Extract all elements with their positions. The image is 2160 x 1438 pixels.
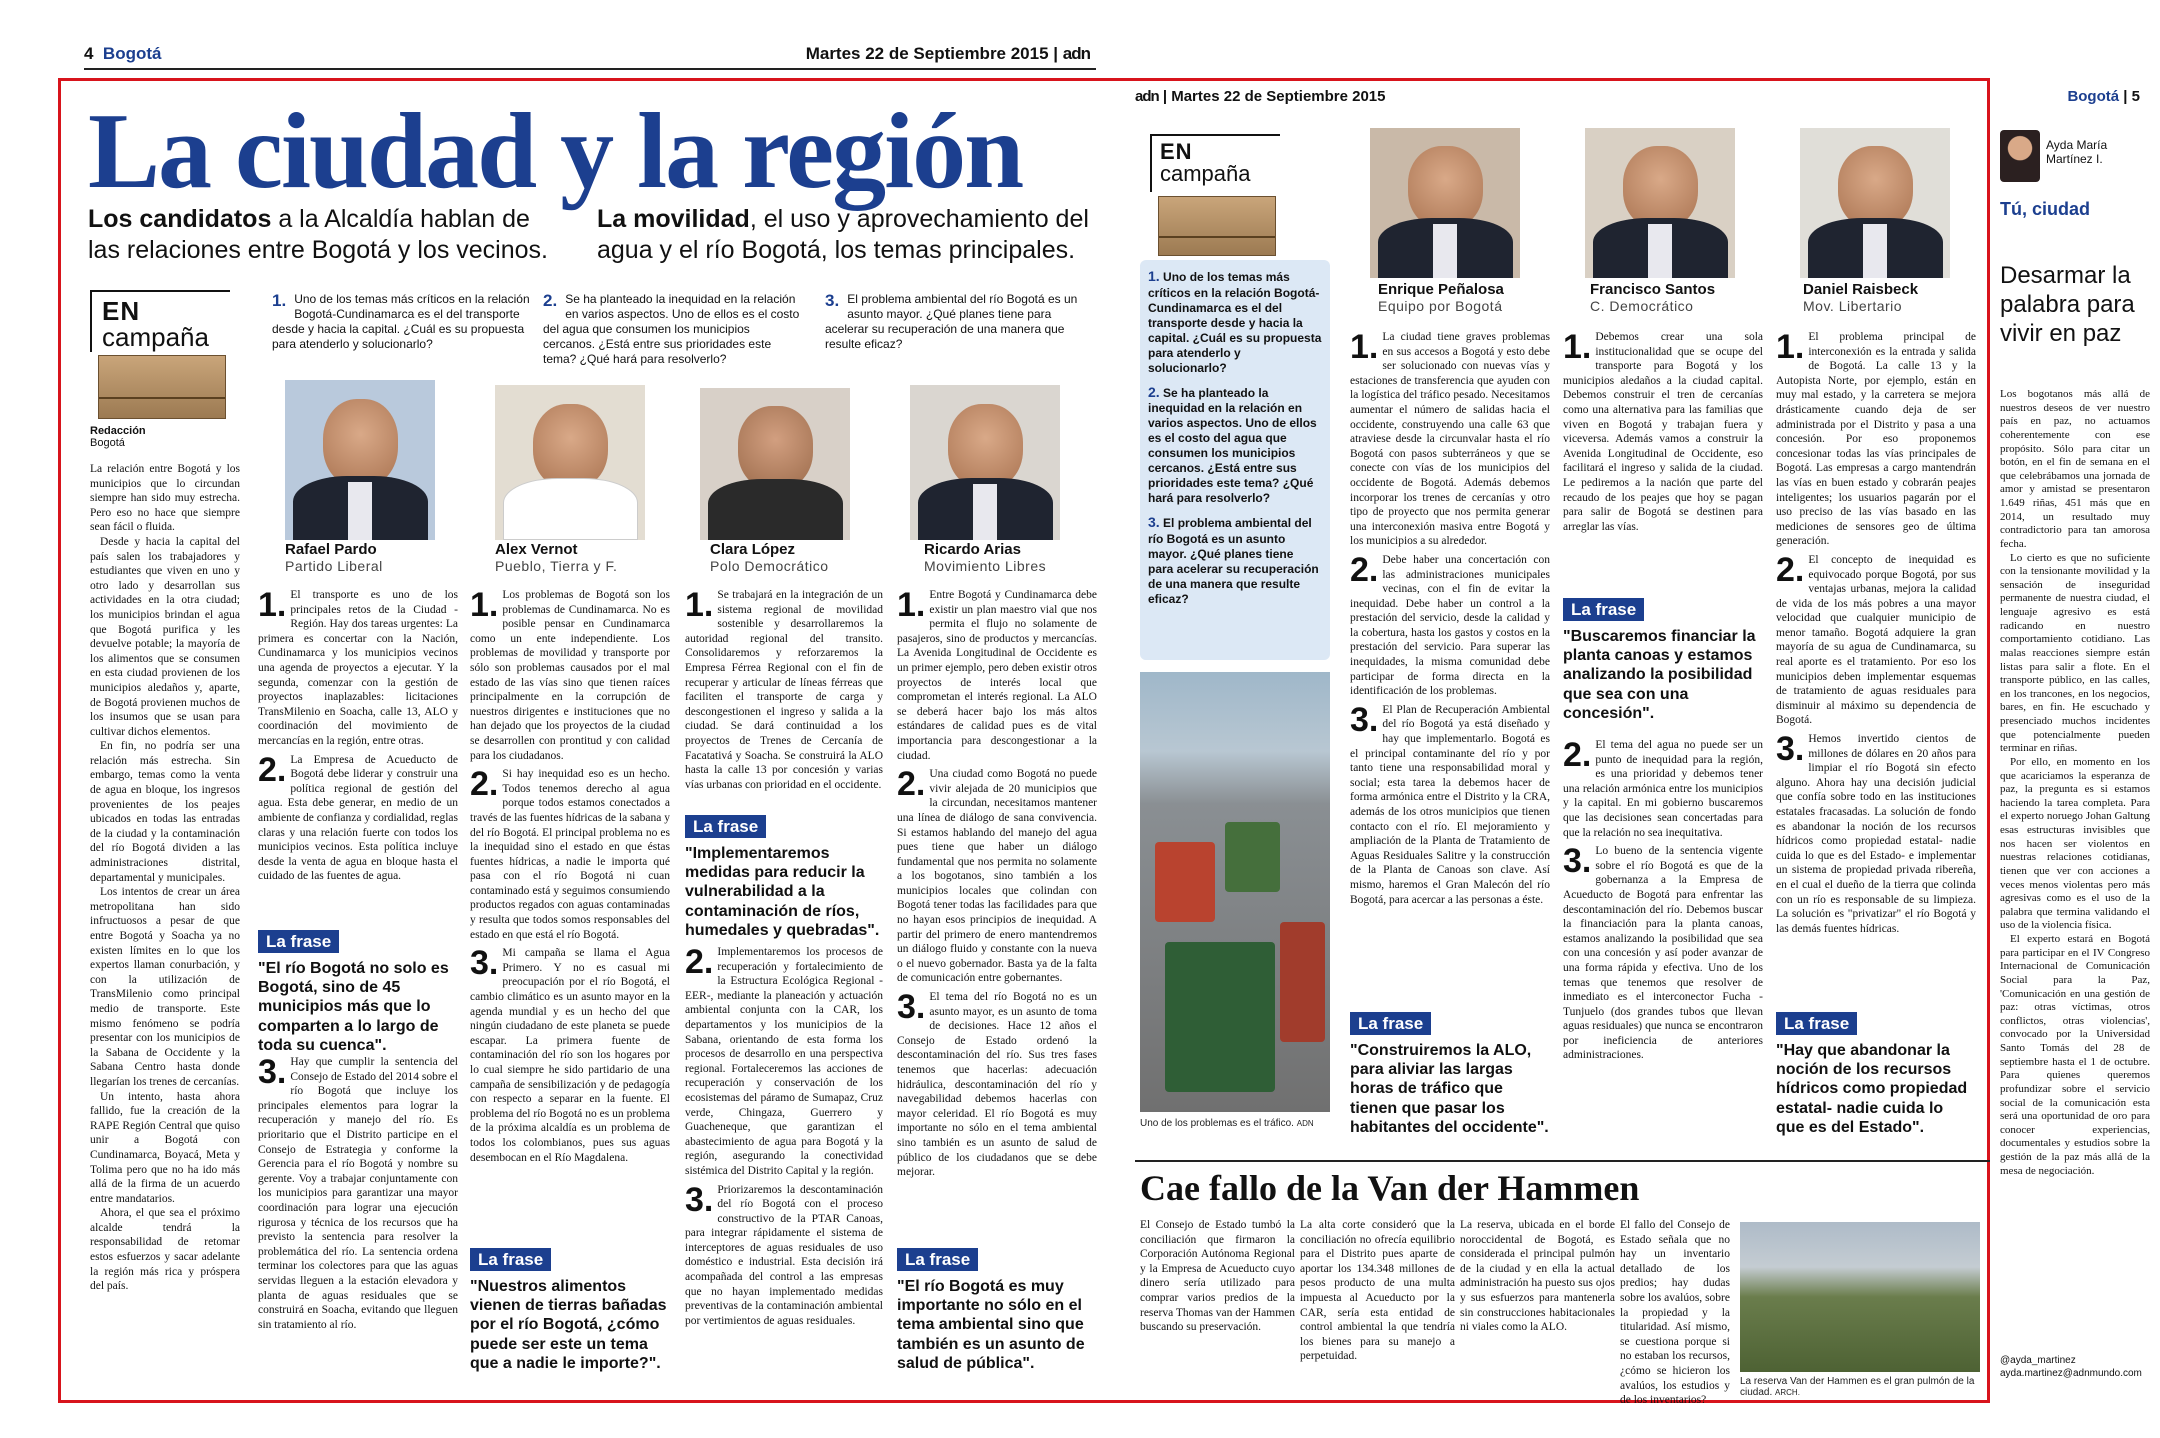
opinion-headline: Desarmar la palabra para vivir en paz bbox=[2000, 262, 2135, 347]
quote-rafael-pardo: La frase "El río Bogotá no solo es Bogotá, sino de 45 municipios más que lo comparten a lo largo de toda su cuenca". bbox=[258, 932, 449, 1054]
quote-daniel-raisbeck: La frase "Hay que abandonar la noción de los recursos hídricos como propiedad estatal- nadie cuida lo que es del Estado". bbox=[1776, 1014, 1968, 1136]
intro-article: La relación entre Bogotá y los municipios que lo circundan siempre han sido muy estrecha. Pero eso no hace que siempre sean fácil o fluida. Desde y hacia la capital del país salen los trabajadores y estudiantes que viven en uno y otro lado y desarrollan sus actividades en la otra ciudad; los municipios brindan el agua que Bogotá purifica y les devuelve potable; la mayoría de los alimentos que se consumen en esta ciudad provienen de los municipios aledaños y, aparte, de Bogotá provienen muchos de los insumos que se usan para cultivar dichos elementos. En fin, no podría ser una relación más estrecha. Sin embargo, temas como la venta de agua en bloque, los ingresos provenientes de los peajes ubicados en todas las entradas de la ciudad y la contaminación del río Bogotá dividen a las administraciones distrital, departamental y municipales. Los intentos de crear un área metropolitana han sido infructuosos a pesar de que entre Bogotá y Soacha ya no existen límites en lo que los expertos llaman conurbación, y con la utilización de TransMilenio como principal medio de transporte. Este mismo fenómeno se podría presentar con los municipios de la Sabana de Occidente y la Sabana Centro hasta donde llegarían los trenes de cercanías. Un intento, hasta ahora fallido, fue la creación de la RAPE Región Central que quiso unir a Bogotá con Cundinamarca, Boyacá, Meta y Tolima pero que no ha ido más allá de la firma de un acuerdo entre mandatarios. Ahora, el que sea el próximo alcalde tendrá la responsabilidad de retomar estos esfuerzos y sacar adelante la región más rica y próspera del país. bbox=[90, 463, 240, 1293]
columnist-avatar bbox=[2000, 130, 2040, 182]
right-page-header: adn | Martes 22 de Septiembre 2015 bbox=[1135, 88, 1386, 105]
candidate-photo-clara-lopez bbox=[700, 388, 850, 540]
candidate-label-enrique-penalosa: Enrique Peñalosa Equipo por Bogotá bbox=[1378, 281, 1504, 314]
candidate-label-ricardo-arias: Ricardo Arias Movimiento Libres bbox=[924, 541, 1047, 574]
questions-box: 1. Uno de los temas más críticos en la relación Bogotá-Cundinamarca es el del transporte desde y hacia la capital. ¿Cuál es su propuesta para atenderlo y solucionarlo? 2. Se ha planteado la inequidad en la relación en varios aspectos. Uno de ellos es el costo del agua que consumen los municipios cercanos. ¿Está entre sus prioridades este tema? ¿Qué hará para resolverlo? 3. El problema ambiental del río Bogotá es un asunto mayor. ¿Qué planes tiene para acelerar su recuperación de una manera que resulte eficaz? bbox=[1140, 260, 1330, 660]
section-name: Bogotá bbox=[102, 44, 162, 63]
candidate-photo-daniel-raisbeck bbox=[1800, 128, 1950, 278]
answers-ricardo-arias: 1. Entre Bogotá y Cundinamarca debe existir un plan maestro vial que nos permita el flujo no solamente de pasajeros, sino de productos y mercancías. La Avenida Longitudinal de Occidente es un primer ejemplo, pero deben existir otros proyectos de interés local que comprometan el interés regional. La ALO se deberá hacer bajo los más altos estándares de calidad pues es de vital importancia para descongestionar a la ciudad. 2. Una ciudad como Bogotá no puede vivir alejada de 20 municipios que la circundan, necesitamos mantener una línea de diálogo de sana convivencia. Si estamos hablando del manejo del agua pues tiene que haber un diálogo fundamental que nos permita no solamente a los bogotanos, sino también a los municipios locales que colindan con Bogotá tener todas las facilidades para que no hayan esos principios de inequidad. A partir del primero de enero mantendremos un diálogo fluido y constante con la nueva o el nuevo gobernador. Basta ya de la falta de comunicación entre gobernantes. 3. El tema del río Bogotá no es un asunto mayor, es un asunto de toma de decisiones. Hace 12 años el Consejo de Estado ordenó la descontaminación del río. Sus tres fases tenemos que hacerlas: adecuación hidráulica, descontaminación del río y navegabilidad debemos hacerlas con mayor celeridad. El río Bogotá es muy importante no sólo en el tema ambiental sino también es un asunto de salud de público de los ciudadanos que se debe mejorar. bbox=[897, 586, 1097, 1179]
candidate-photo-alex-vernot bbox=[495, 385, 645, 540]
answers-francisco-santos-bottom: 2. El tema del agua no puede ser un punto de inequidad para la región, es una prioridad y debemos tener una relación armónica entre los municipios y la capital. En mi gobierno buscaremos que las decisiones sean concertadas para que la relación no sea inequitativa. 3. Lo bueno de la sentencia vigente sobre el río Bogotá es que de la gobernanza a la Empresa de Acueducto de Bogotá para enfrentar las descontaminación del río. Debemos buscar la financiación para la planta canoas, estamos analizando la posibilidad que sea con una concesión y así poder avanzar de una forma rápida y efectiva. Uno de los temas que tenemos que resolver de inmediato es el interconector Fucha - Tunjuelo (dos grandes tubos que llevan aguas residuales) que nunca se encontraron por ineficiencia de anteriores administraciones. bbox=[1563, 736, 1763, 1062]
candidate-label-clara-lopez: Clara López Polo Democrático bbox=[710, 541, 829, 574]
adn-logo-right: adn bbox=[1135, 88, 1159, 105]
answers-enrique-penalosa: 1. La ciudad tiene graves problemas en sus accesos a Bogotá y esto debe ser solucionado con nuevas vías y estaciones de transferencia que ayuden con la logística del tráfico pesado. Necesitamos aumentar el número de salidas hacia el occidente, construyendo una calle 63 que atraviese desde la circunvalar hasta el río Bogotá con pasos subterráneos y que se conecte con vías de los municipios del occidente de Bogotá. Además debemos incorporar los trenes de cercanías y otro tipo de proyecto que nos permita generar una interconexión masiva entre Bogotá y los municipios a su alrededor. 2. Debe haber una concertación con las administraciones municipales vecinas, con el fin de evitar la inequidad. Debe haber un control a la prestación del servicio, desde la calidad y la cobertura, hasta los gastos y costos en la prestación del servicio. Para superar las inequidades, la misma comunidad debe participar de forma directa en la identificación de los problemas. 3. El Plan de Recuperación Ambiental del río Bogotá ya está diseñado y hay que implementarlo. Bogotá es el principal contaminante del río y por tanto tiene una responsabilidad moral y social; esta tarea la debemos hacer de forma armónica entre el Distrito y la CRA, además de los otros municipios que tienen contacto con el río. El mejoramiento y ampliación de la Planta de Tratamiento de Aguas Residuales Salitre y la construcción de la Planta de Canoas son clave. Así mismo, haremos el Gran Malecón del río Bogotá, para acercar a las personas a éste. bbox=[1350, 328, 1550, 906]
right-page-number: Bogotá | 5 bbox=[2067, 88, 2140, 105]
answers-daniel-raisbeck: 1. El problema principal de interconexión es la entrada y salida de Bogotá. La calle 13 y la Autopista Norte, por ejemplo, están en muy mal estado, y la carretera se mejora drásticamente cuando deja de ser administrada por el Distrito y pasa a una concesión. Por eso proponemos concesionar todas las vías principales de Bogotá. Las empresas a cargo mantendrán las vías en buen estado y cobrarán peajes inteligentes; los usuarios pagarán por el uso preciso de las vías basado en las mediciones de sensores geo de última generación. 2. El concepto de inequidad es equivocado porque Bogotá, por sus ventajas urbanas, mejora la calidad de vida de los más pobres a una mayor velocidad que cualquier municipio de menor tamaño. Bogotá adquiere la gran mayoría de su agua de Cundinamarca, su real aporte es el tratamiento. Por eso los municipios deben implementar esquemas de tratamiento de aguas residuales para disminuir al máximo su dependencia de Bogotá. 3. Hemos invertido cientos de millones de dólares en 20 años para limpiar el río Bogotá sin efecto alguno. Ahora hay una decisión judicial que confía sobre todo en las instituciones estatales fracasadas. La solución de fondo es abandonar la noción de los recursos hídricos como propiedad estatal- nadie cuida lo que es del Estado- e implementar un sistema de propiedad privada ribereña, en el cual el dueño de la tierra que colinda con un río es responsable de su limpieza. La solución es "privatizar" el río Bogotá y las demás fuentes hídricas. bbox=[1776, 328, 1976, 935]
candidate-label-alex-vernot: Alex Vernot Pueblo, Tierra y F. bbox=[495, 541, 618, 574]
candidate-photo-francisco-santos bbox=[1585, 128, 1735, 278]
answers-alex-vernot: 1. Los problemas de Bogotá son los problemas de Cundinamarca. No es posible pensar en Cundinamarca como un ente independiente. Los problemas de movilidad y transporte por sólo son problemas causados por el mal estado de las vías sino que tienen raíces principalmente en la corrupción de nuestros dirigentes e instituciones que no han dejado que los proyectos de la ciudad se desarrollen con prontitud y con calidad para los ciudadanos. 2. Si hay inequidad eso es un hecho. Todos tenemos derecho al agua porque todos estamos conectados a través de las fuentes hídricas de la sabana y del río Bogotá. El principal problema no es la inequidad sino el estado en que éstas fuentes hídricas, a nadie le importa qué pasa con el río Bogotá ni cuan contaminado está y seguimos consumiendo productos regados con aguas contaminadas y resulta que todos somos responsables del estado en que está el río Bogotá. 3. Mi campaña se llama el Agua Primero. Y no es casual mi preocupación por el río Bogotá, el cambio climático es un asunto mayor en la agenda mundial y es un hecho del que ningún ciudadano de este planeta se puede escapar. La primera fuente de contaminación del río son los hogares por lo cual siempre he sido partidario de una campaña de sensibilización y de pedagogía con respecto a separar en la fuente. El problema del río Bogotá no es un problema de la próxima alcaldía es un problema de todos los colombianos, pues sus aguas desembocan en el Río Magdalena. bbox=[470, 586, 670, 1164]
van-der-hammen-title: Cae fallo de la Van der Hammen bbox=[1140, 1168, 1640, 1208]
deck-right: La movilidad, el uso y aprovechamiento del agua y el río Bogotá, los temas principales. bbox=[597, 205, 1089, 264]
page-title: La ciudad y la región bbox=[88, 92, 1023, 211]
page-number: 4 bbox=[84, 44, 94, 63]
twitter-handle[interactable]: @ayda_martinez bbox=[2000, 1355, 2076, 1366]
quote-ricardo-arias: La frase "El río Bogotá es muy importante no sólo en el tema ambiental sino que también es un asunto de salud de pública". bbox=[897, 1250, 1085, 1372]
quote-francisco-santos: La frase "Buscaremos financiar la planta canoas y estamos analizando la posibilidad que sea con una concesión". bbox=[1563, 600, 1756, 722]
deck-left: Los candidatos a la Alcaldía hablan de las relaciones entre Bogotá y los vecinos. bbox=[88, 205, 548, 264]
candidate-label-rafael-pardo: Rafael Pardo Partido Liberal bbox=[285, 541, 383, 574]
candidate-photo-ricardo-arias bbox=[910, 385, 1060, 540]
answers-rafael-pardo-top: 1. El transporte es uno de los principales retos de la Ciudad - Región. Hay dos tareas urgentes: La primera es concertar con la Nación, Cundinamarca y los municipios vecinos una agenda de proyectos a ejecutar. Y la segunda, comenzar con la gestión de proyectos inaplazables: licitaciones TransMilenio en Soacha, calle 13, ALO y coordinación del movimiento de mercancías en la región, entre otras. 2. La Empresa de Acueducto de Bogotá debe liderar y construir una política regional de gestión del agua. Esta debe generar, en medio de un ambiente de confianza y cordialidad, reglas claras y una relación fuerte con todos los municipios vecinos. Esta política incluye desde la venta de agua en bloque hasta el cuidado de las fuentes de agua. bbox=[258, 586, 458, 883]
en-campana-badge-right: EN campaña bbox=[1150, 134, 1280, 192]
candidate-photo-rafael-pardo bbox=[285, 380, 435, 540]
left-page-date: Martes 22 de Septiembre 2015 | adn bbox=[805, 44, 1090, 63]
quote-clara-lopez: La frase "Implementaremos medidas para reducir la vulnerabilidad a la contaminación de ríos, humedales y quebradas". bbox=[685, 817, 880, 939]
candidate-label-francisco-santos: Francisco Santos C. Democrático bbox=[1590, 281, 1716, 314]
van-der-hammen-col-3: La reserva, ubicada en el borde noroccidental de Bogotá, es considerada el principal pulmón de la ciudad y en ella la actual administración ha puesto sus ojos y sus esfuerzos para mantenerla sin construcciones habitacionales ni viales como la ALO. bbox=[1460, 1219, 1615, 1334]
traffic-caption: Uno de los problemas es el tráfico. ADN bbox=[1140, 1118, 1314, 1129]
traffic-photo bbox=[1140, 672, 1330, 1112]
question-2: 2. Se ha planteado la inequidad en la relación en varios aspectos. Uno de ellos es el costo del agua que consumen los municipios cercanos. ¿Está entre sus prioridades este tema? ¿Qué hará para resolverlo? bbox=[543, 291, 800, 366]
van-der-hammen-col-2: La alta corte consideró que la conciliación no ofrecía equilibrio para el Distrito pues aparte de aportar los 134.348 millones de pesos producto de una multa impuesta al Acueducto por la CAR, sería esta entidad de control ambiental la que tendría los bienes para su manejo a perpetuidad. bbox=[1300, 1219, 1455, 1363]
congress-building-image bbox=[98, 355, 226, 419]
answers-rafael-pardo-bottom: 3. Hay que cumplir la sentencia del Consejo de Estado del 2014 sobre el río Bogotá que incluye los principales elementos para lograr la recuperación y manejo del río. Es prioritario que el Distrito participe en el Consejo de Estrategia y conforme la Gerencia para el río Bogotá y nombre su gerente. Voy a trabajar conjuntamente con los municipios para garantizar una mayor coordinación para lograr una ejecución rigurosa y técnica de los recursos que ha previsto la sentencia para resolver la problemática del río. La sentencia ordena terminar los colectores para que las aguas servidas lleguen a la estación elevadora y planta de aguas residuales que se construirá en Soacha, evitando que lleguen sin tratamiento al río. bbox=[258, 1053, 458, 1331]
candidate-label-daniel-raisbeck: Daniel Raisbeck Mov. Libertario bbox=[1803, 281, 1919, 314]
answers-clara-lopez-top: 1. Se trabajará en la integración de un sistema regional de movilidad sostenible y desarrollaremos la autoridad regional del transito. Consolidaremos y reforzaremos la Empresa Férrea Regional con el fin de recuperar y articular de líneas férreas que faciliten el transporte de carga y descongestionen el ingreso y salida a la ciudad. Se dará continuidad a los proyectos de Trenes de Cercanía de Facatativá y Soacha. Se construirá la ALO hasta la calle 13 por concesión y varias vías urbanas con prioridad en el occidente. bbox=[685, 586, 883, 791]
byline: Redacción Bogotá bbox=[90, 425, 146, 449]
quote-enrique-penalosa: La frase "Construiremos la ALO, para aliviar las largas horas de tráfico que tienen que pasar los habitantes del occidente". bbox=[1350, 1014, 1549, 1136]
adn-logo: adn bbox=[1062, 44, 1090, 63]
question-1: 1. Uno de los temas más críticos en la relación Bogotá-Cundinamarca es el del transporte desde y hacia la capital. ¿Cuál es su propuesta para atenderlo y solucionarlo? bbox=[272, 291, 530, 351]
van-der-hammen-col-1: El Consejo de Estado tumbó la conciliación que firmaron la Corporación Autónoma Regional y la Empresa de Acueducto cuyo dinero sería utilizado para comprar varios predios de la reserva Thomas van der Hammen buscando su preservación. bbox=[1140, 1219, 1295, 1334]
candidate-photo-enrique-penalosa bbox=[1370, 128, 1520, 278]
van-der-hammen-col-4: El fallo del Consejo de Estado señala que no hay un inventario detallado de los predios; hay dudas sobre los avalúos, sobre la propiedad y la titularidad. Así mismo, se cuestiona porque si no estaban los recursos, ¿cómo se hicieron los avalúos, los estudios y de los inventarios? bbox=[1620, 1219, 1730, 1407]
van-der-hammen-photo bbox=[1740, 1222, 1980, 1372]
question-3: 3. El problema ambiental del río Bogotá es un asunto mayor. ¿Qué planes tiene para acelerar su recuperación de una manera que resulte eficaz? bbox=[825, 291, 1078, 351]
quote-alex-vernot: La frase "Nuestros alimentos vienen de tierras bañadas por el río Bogotá, ¿cómo puede ser este un tema que a nadie le importe?". bbox=[470, 1250, 667, 1372]
answers-clara-lopez-bottom: 2. Implementaremos los procesos de recuperación y fortalecimiento de la Estructura Ecológica Regional -EER-, mediante la planeación y actuación ambiental conjunta con la CAR, los departamentos y los municipios de la Sabana, orientando de esta forma los procesos de desarrollo en una perspectiva regional. Fortaleceremos las acciones de recuperación y conservación de los ecosistemas del páramo de Sumapaz, Cruz verde, Chingaza, Guerrero y Guacheneque, que garantizan el abastecimiento de agua para Bogotá y la región, asegurando la conectividad sistémica del Distrito Capital y la región. 3. Priorizaremos la descontaminación del río Bogotá con el proceso constructivo de la PTAR Canoas, para integrar rápidamente el sistema de interceptores de aguas residuales de uso doméstico e industrial. Esta decisión irá acompañada del control a las empresas que no hayan implementado medidas preventivas de la contaminación ambiental por vertimientos de aguas residuales. bbox=[685, 943, 883, 1327]
opinion-section: Tú, ciudad bbox=[2000, 199, 2090, 219]
answers-francisco-santos-top: 1. Debemos crear una sola institucionalidad que se ocupe del transporte para Bogotá y los municipios aledaños a la ciudad capital. Debemos construir el tren de cercanías como una alternativa para las familias que viven en Bogotá y trabajan fuera y viceversa. Además vamos a construir la Avenida Longitudinal de Occidente, eso facilitará el ingreso y salida de la ciudad. Le pediremos a la nación que parte del recaudo de los peajes que hoy se pagan para salir de Bogotá se destinen para arreglar las vías. bbox=[1563, 328, 1763, 533]
columnist-contact bbox=[2000, 1354, 2150, 1390]
van-der-hammen-caption: La reserva Van der Hammen es el gran pulmón de la ciudad. ARCH. bbox=[1740, 1376, 1975, 1398]
en-campana-badge: EN campaña bbox=[90, 290, 230, 352]
columnist-name: Ayda María Martínez I. bbox=[2046, 138, 2108, 167]
opinion-body: Los bogotanos más allá de nuestros deseos de ver nuestro país en paz, no actuamos coherentemente con ese propósito. Sólo para citar un botón, en el fin de semana en el que celebrábamos una jornada de amor y amistad se presentaron 1.649 riñas, 451 más que en 2014, un resultado muy contradictorio para tan amorosa fecha. Lo cierto es que no suficiente con la tensionante movilidad y la sensación de inseguridad permanente de nuestra ciudad, el lenguaje agresivo es está radicando en nuestro comportamiento cotidiano. Las malas reacciones siempre están listas para salir a flote. En el transporte público, en las calles, en los trancones, en los negocios, bares, en fin. He escuchado y presenciado muchos incidentes que potencialmente pueden terminar en riñas. Por ello, en momento en los que acariciamos la esperanza de paz, la pregunta es si estamos haciendo la tarea completa. Para el experto noruego Johan Galtung esas estructuras invisibles que nos hacen ser violentos en nuestras relaciones cotidianas, tienen que ver con acciones a veces menos violentas pero más agresivas como es el uso de la palabra que termina validando el uso de la violencia física. El experto estará en Bogotá para participar en el IV Congreso Internacional de Comunicación Social para la Paz, 'Comunicación en una gestión de paz: otras víctimas, otros conflictos, otras violencias', convocado por la Universidad Santo Tomás del 28 de septiembre hasta el 1 de octubre. Para quienes queremos profundizar sobre el servicio social de la comunicación esta será una oportunidad de oro para conocer experiencias, documentales y estudios sobre la gestión de la paz más allá de la mesa de negociación. bbox=[2000, 388, 2150, 1177]
congress-building-image-right bbox=[1158, 196, 1276, 256]
email-link[interactable]: ayda.martinez@adnmundo.com bbox=[2000, 1368, 2142, 1379]
